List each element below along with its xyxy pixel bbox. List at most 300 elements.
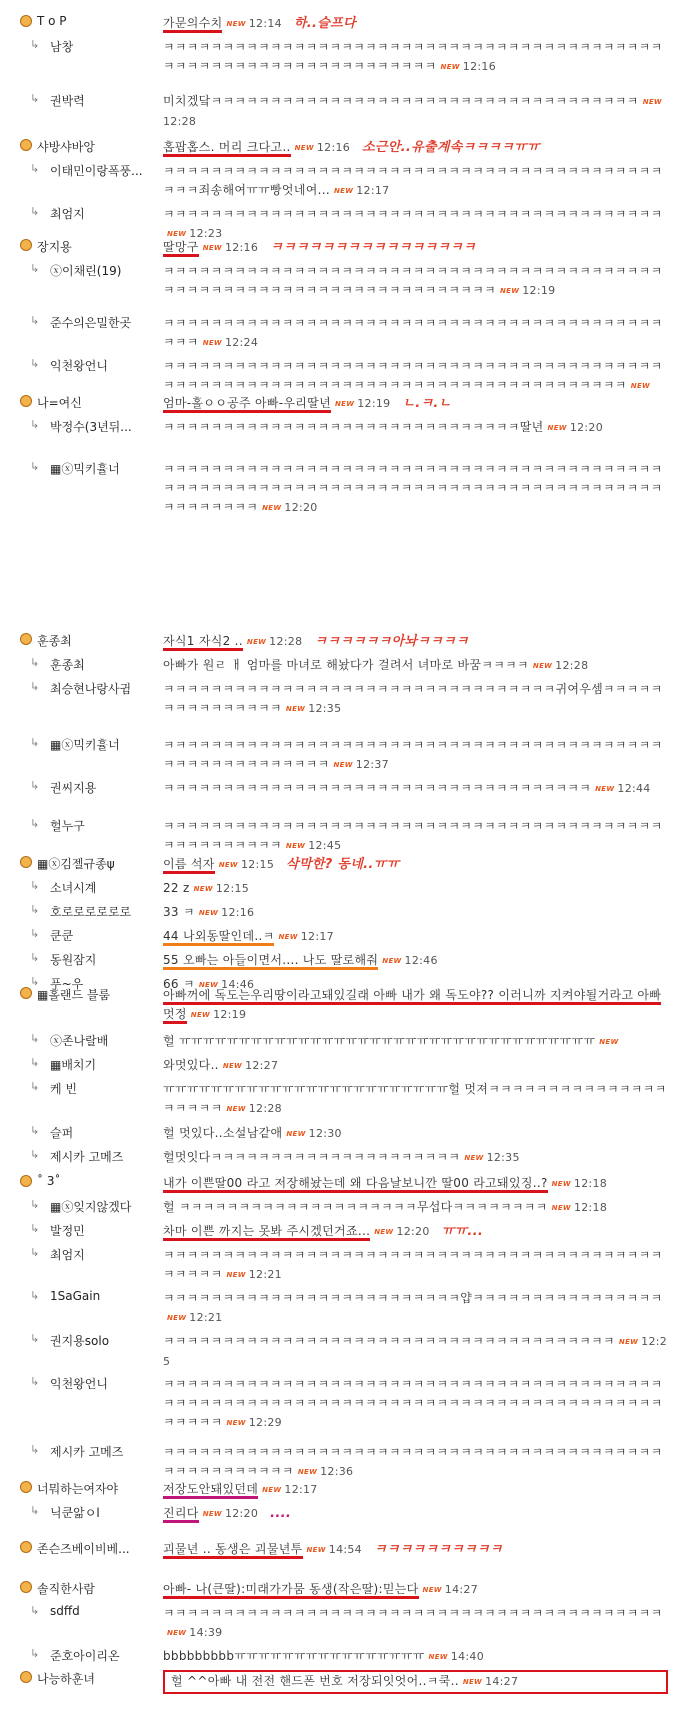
author-name[interactable]: ⓧ이채린(19) <box>50 264 122 278</box>
new-badge: NEW <box>198 909 219 917</box>
reply-arrow-icon: ↳ <box>30 1246 40 1259</box>
reply <box>8 815 668 858</box>
comment <box>8 1538 668 1562</box>
reply <box>8 1030 668 1054</box>
author-name[interactable]: 슬퍼 <box>50 1126 74 1140</box>
comment-author <box>8 14 163 28</box>
reply <box>8 654 668 678</box>
new-badge: NEW <box>226 1271 246 1279</box>
comment-time: 12:19 <box>522 284 556 297</box>
comment-text: 아빠- 나(큰딸):미래가가뭄 동생(작은딸):믿는다 <box>163 1582 419 1599</box>
reply <box>8 1122 668 1146</box>
reply-arrow-icon: ↳ <box>30 92 40 105</box>
comment-body <box>163 1289 668 1328</box>
author-name[interactable]: ▦ⓧ믹키휼너 <box>50 462 120 476</box>
comment-author <box>8 879 163 896</box>
author-name[interactable]: 최승현나랑사귐 <box>50 682 132 696</box>
comment-body <box>163 817 668 856</box>
new-badge: NEW <box>462 1678 483 1686</box>
reply-arrow-icon: ↳ <box>30 779 40 792</box>
author-name[interactable]: ▦ⓧ김젤규종ψ <box>37 857 115 871</box>
comment-body <box>163 1580 668 1600</box>
reply-arrow-icon: ↳ <box>30 1443 40 1456</box>
author-name[interactable]: 이태민이랑폭풍... <box>50 164 143 178</box>
author-name[interactable]: 존슨즈베이비베... <box>37 1542 130 1556</box>
new-badge: NEW <box>218 861 238 869</box>
comment-author <box>8 817 163 834</box>
comment-text: ㅋㅋㅋㅋㅋㅋㅋㅋㅋㅋㅋㅋㅋㅋㅋㅋㅋㅋㅋㅋㅋㅋㅋㅋㅋㅋㅋㅋㅋㅋㅋㅋㅋㅋㅋㅋㅋㅋ <box>163 1334 615 1348</box>
comment-author <box>8 1504 163 1521</box>
comment-thread <box>8 1478 668 1526</box>
reply-arrow-icon: ↳ <box>30 1056 40 1069</box>
comment-time: 12:20 <box>224 1507 259 1520</box>
reply <box>8 1373 668 1441</box>
comment-body <box>163 1148 668 1168</box>
reply <box>8 416 668 458</box>
new-badge: NEW <box>226 1105 246 1113</box>
user-avatar-icon <box>20 633 32 645</box>
handwritten-annotation: ㅋㅋㅋㅋㅋㅋㅋㅋㅋㅋ <box>373 1542 503 1557</box>
comment-text: ㅋㅋㅋㅋㅋㅋㅋㅋㅋㅋㅋㅋㅋㅋㅋㅋㅋㅋㅋㅋㅋㅋㅋㅋㅋㅋㅋㅋㅋㅋㅋㅋㅋㅋㅋㅋㅋㅋㅋㅋㅋㅋㅋㅋㅋ <box>163 316 663 349</box>
comment-text: 미치겠닼ㅋㅋㅋㅋㅋㅋㅋㅋㅋㅋㅋㅋㅋㅋㅋㅋㅋㅋㅋㅋㅋㅋㅋㅋㅋㅋㅋㅋㅋㅋㅋㅋㅋㅋㅋㅋ <box>163 94 639 108</box>
author-name[interactable]: 케 빈 <box>50 1082 77 1096</box>
comment-author <box>8 1080 163 1097</box>
comment-author <box>8 632 163 649</box>
author-name[interactable]: 권지용solo <box>50 1334 110 1348</box>
new-badge: NEW <box>642 98 662 106</box>
new-badge: NEW <box>599 1038 619 1046</box>
comment <box>8 1668 668 1696</box>
comment-text: 저장도안돼있던데 <box>163 1482 258 1499</box>
comment-author <box>8 1540 163 1557</box>
comment-author <box>8 855 163 872</box>
comment-text: ㅋㅋㅋㅋㅋㅋㅋㅋㅋㅋㅋㅋㅋㅋㅋㅋㅋㅋㅋㅋㅋㅋㅋㅋㅋㅋㅋㅋㅋㅋㅋㅋㅋㅋㅋㅋㅋㅋㅋㅋㅋㅋㅋㅋㅋㅋㅋㅋㅋㅋㅋㅋㅋㅋㅋㅋㅋㅋㅋㅋㅋㅋㅋㅋㅋㅋㅋㅋㅋㅋㅋㅋㅋㅋㅋㅋㅋㅋㅋㅋㅋㅋㅋㅋㅋㅋㅋㅋㅋ <box>163 1377 663 1429</box>
comment-body <box>163 656 668 676</box>
author-name[interactable]: 동원잠지 <box>50 953 97 967</box>
comment-body <box>163 632 668 652</box>
new-badge: NEW <box>297 1468 318 1476</box>
new-badge: NEW <box>198 981 219 989</box>
comment-author <box>8 92 163 109</box>
author-name[interactable]: ▦홀랜드 블룸 <box>37 988 111 1002</box>
author-name[interactable]: 익천왕언니 <box>50 359 108 373</box>
comment-author <box>8 205 163 222</box>
comment-thread <box>8 1668 668 1696</box>
comment-text: 헐 ㅋㅋㅋㅋㅋㅋㅋㅋㅋㅋㅋㅋㅋㅋㅋㅋㅋㅋㅋㅋ무섭다ㅋㅋㅋㅋㅋㅋㅋㅋ <box>163 1200 548 1214</box>
user-avatar-icon <box>20 1671 32 1683</box>
comment-text: 44 나외동딸인데..ㅋ <box>163 929 274 946</box>
new-badge: NEW <box>630 382 651 390</box>
comment-author <box>8 1647 163 1664</box>
comment-time: 12:16 <box>221 906 255 919</box>
author-name[interactable]: 박정수(3년뒤... <box>50 420 132 434</box>
comment-text: ㅋㅋㅋㅋㅋㅋㅋㅋㅋㅋㅋㅋㅋㅋㅋㅋㅋㅋㅋㅋㅋㅋㅋㅋㅋㅋㅋㅋㅋㅋㅋㅋㅋㅋㅋㅋㅋㅋㅋㅋㅋㅋㅋㅋㅋㅋㅋ <box>163 1248 663 1281</box>
reply <box>8 949 668 973</box>
comment-time: 12:20 <box>284 501 318 514</box>
author-name[interactable]: sdffd <box>50 1604 80 1618</box>
comment-author <box>8 951 163 968</box>
reply-arrow-icon: ↳ <box>30 975 40 988</box>
reply <box>8 1146 668 1170</box>
author-name[interactable]: 샤방샤바앙 <box>37 140 95 154</box>
comment-text: 33 ㅋ <box>163 905 195 919</box>
comment-time: 12:16 <box>462 60 496 73</box>
reply-arrow-icon: ↳ <box>30 1289 40 1302</box>
comment <box>8 1578 668 1602</box>
new-badge: NEW <box>532 662 553 670</box>
author-name[interactable]: 최엄지 <box>50 207 85 221</box>
comment-author <box>8 1480 163 1497</box>
new-badge: NEW <box>167 1629 187 1637</box>
comment-body <box>163 1375 668 1433</box>
comment <box>8 236 668 260</box>
reply-arrow-icon: ↳ <box>30 927 40 940</box>
comment <box>8 12 668 36</box>
author-name[interactable]: ˚ 3˚ <box>37 1174 61 1188</box>
comment-time: 14:40 <box>450 1650 484 1663</box>
author-name[interactable]: 제시카 고메즈 <box>50 1150 124 1164</box>
comment-body <box>163 951 668 971</box>
new-badge: NEW <box>167 230 187 238</box>
reply-arrow-icon: ↳ <box>30 162 40 175</box>
comment-body <box>163 879 668 899</box>
new-badge: NEW <box>286 1130 306 1138</box>
comment-author <box>8 779 163 796</box>
author-name[interactable]: 준수의은밀한곳 <box>50 316 132 330</box>
comment-body <box>163 1443 668 1482</box>
comment-time: 12:25 <box>163 1335 668 1368</box>
reply <box>8 777 668 815</box>
author-name[interactable]: 준호아이리온 <box>50 1649 120 1663</box>
comment <box>8 392 668 416</box>
author-name[interactable]: ▦배치기 <box>50 1058 97 1072</box>
comment-text: 헐 ㅠㅠㅠㅠㅠㅠㅠㅠㅠㅠㅠㅠㅠㅠㅠㅠㅠㅠㅠㅠㅠㅠㅠㅠㅠㅠㅠㅠㅠㅠㅠㅠㅠㅠㅠ <box>163 1034 596 1048</box>
reply-arrow-icon: ↳ <box>30 1198 40 1211</box>
comment-body <box>163 986 668 1025</box>
user-avatar-icon <box>20 856 32 868</box>
reply-arrow-icon: ↳ <box>30 418 40 431</box>
comment-author <box>8 394 163 411</box>
comment-body <box>163 1124 668 1144</box>
comment-text: ㅋㅋㅋㅋㅋㅋㅋㅋㅋㅋㅋㅋㅋㅋㅋㅋㅋㅋㅋㅋㅋㅋㅋㅋㅋㅋㅋㅋㅋㅋㅋㅋㅋㅋㅋㅋ <box>163 781 592 795</box>
new-badge: NEW <box>374 1228 394 1236</box>
reply-arrow-icon: ↳ <box>30 1124 40 1137</box>
comment-author <box>8 1604 163 1618</box>
user-avatar-icon <box>20 1175 32 1187</box>
comment-author <box>8 1332 163 1349</box>
comment-time: 12:17 <box>300 930 334 943</box>
reply-arrow-icon: ↳ <box>30 1222 40 1235</box>
comment-body <box>163 162 668 201</box>
reply-arrow-icon: ↳ <box>30 1604 40 1617</box>
comment-author <box>8 1289 163 1303</box>
comment-author <box>8 238 163 255</box>
reply-arrow-icon: ↳ <box>30 951 40 964</box>
comment-time: 12:28 <box>248 1102 282 1115</box>
author-name[interactable]: 권박력 <box>50 94 85 108</box>
comment-time: 14:39 <box>189 1626 223 1639</box>
reply-arrow-icon: ↳ <box>30 262 40 275</box>
comment-text: 55 오빠는 아들이면서.... 나도 딸로해줘 <box>163 953 378 970</box>
author-name[interactable]: T o P <box>37 14 67 28</box>
author-name[interactable]: 소녀시계 <box>50 881 97 895</box>
comment-text: 홉팝홉스. 머리 크다고.. <box>163 140 291 157</box>
reply-arrow-icon: ↳ <box>30 1080 40 1093</box>
comment-time: 12:21 <box>248 1268 282 1281</box>
reply-arrow-icon: ↳ <box>30 460 40 473</box>
comment-body <box>163 736 668 775</box>
author-name[interactable]: 1SaGain <box>50 1289 101 1303</box>
comment-time: 12:20 <box>569 421 604 434</box>
comment-author <box>8 1670 163 1687</box>
comment-text: ㅋㅋㅋㅋㅋㅋㅋㅋㅋㅋㅋㅋㅋㅋㅋㅋㅋㅋㅋㅋㅋㅋㅋㅋㅋㅋㅋㅋㅋㅋㅋㅋㅋㅋㅋㅋㅋㅋㅋㅋㅋㅋㅋㅋㅋㅋㅋㅋㅋㅋㅋㅋㅋㅋㅋㅋ <box>163 738 663 771</box>
comment-text: ㅋㅋㅋㅋㅋㅋㅋㅋㅋㅋㅋㅋㅋㅋㅋㅋㅋㅋㅋㅋㅋㅋㅋㅋㅋㅋㅋㅋㅋㅋㅋㅋㅋㅋㅋㅋㅋㅋㅋㅋㅋㅋ <box>163 1606 663 1620</box>
reply <box>8 1330 668 1373</box>
comment-text: ㅋㅋㅋㅋㅋㅋㅋㅋㅋㅋㅋㅋㅋㅋㅋㅋㅋㅋㅋㅋㅋㅋㅋㅋㅋㅋㅋㅋㅋㅋㅋㅋㅋㅋㅋㅋㅋㅋㅋㅋㅋㅋㅋㅋㅋㅋㅋㅋㅋㅋㅋㅋㅋㅋㅋㅋㅋㅋㅋㅋㅋㅋㅋㅋㅋㅋㅋㅋㅋㅋㅋㅋㅋㅋㅋㅋㅋㅋㅋㅋㅋ <box>163 359 663 392</box>
author-name[interactable]: 제시카 고메즈 <box>50 1445 124 1459</box>
comment-time: 12:24 <box>224 336 259 349</box>
author-name[interactable]: 발정민 <box>50 1224 85 1238</box>
comment-author <box>8 1198 163 1215</box>
comment-thread <box>8 984 668 1170</box>
new-badge: NEW <box>333 761 353 769</box>
user-avatar-icon <box>20 239 32 251</box>
new-badge: NEW <box>464 1154 484 1162</box>
new-badge: NEW <box>167 1314 187 1322</box>
reply-arrow-icon: ↳ <box>30 817 40 830</box>
author-name[interactable]: ▦ⓧ잊지않겠다 <box>50 1200 132 1214</box>
comment-time: 14:46 <box>221 978 255 991</box>
comment-time: 12:16 <box>224 241 259 254</box>
author-name[interactable]: 솔직한사람 <box>37 1582 95 1596</box>
comment-time: 12:21 <box>189 1311 223 1324</box>
comment-thread <box>8 1172 668 1484</box>
comment-author <box>8 1375 163 1392</box>
comment-time: 12:15 <box>215 882 250 895</box>
author-name[interactable]: 헐누구 <box>50 819 85 833</box>
handwritten-annotation: 하..슬프다 <box>293 16 356 31</box>
handwritten-annotation: 소근안..유출계속ㅋㅋㅋㅋㅠㅠ <box>362 140 540 155</box>
author-name[interactable]: ⓧ존나랄배 <box>50 1034 109 1048</box>
comment-thread <box>8 136 668 246</box>
reply <box>8 260 668 312</box>
comment-author <box>8 138 163 155</box>
new-badge: NEW <box>499 287 520 295</box>
comment-body <box>163 1080 668 1119</box>
comment-body <box>163 357 668 396</box>
author-name[interactable]: 훈종최 <box>50 658 85 672</box>
comment-time: 12:14 <box>248 17 282 30</box>
comment-text: ㅠㅠㅠㅠㅠㅠㅠㅠㅠㅠㅠㅠㅠㅠㅠㅠㅠㅠㅠㅠㅠㅠㅠㅠ헐 멋져ㅋㅋㅋㅋㅋㅋㅋㅋㅋㅋㅋㅋㅋㅋㅋㅋㅋㅋㅋㅋ <box>163 1082 667 1115</box>
author-name[interactable]: 호로로로로로로 <box>50 905 132 919</box>
reply <box>8 1244 668 1287</box>
comment-time: 12:18 <box>573 1201 608 1214</box>
comment-time: 14:54 <box>328 1543 362 1556</box>
comment-body <box>163 460 668 518</box>
author-name[interactable]: 권씨지용 <box>50 781 97 795</box>
comment-text: ㅋㅋㅋㅋㅋㅋㅋㅋㅋㅋㅋㅋㅋㅋㅋㅋㅋㅋㅋㅋㅋㅋㅋㅋㅋㅋㅋㅋㅋㅋㅋㅋㅋㅋㅋㅋㅋㅋㅋㅋㅋㅋㅋㅋㅋㅋㅋㅋㅋㅋㅋㅋㅋㅋㅋㅋㅋㅋㅋㅋㅋㅋㅋㅋㅋㅋㅋㅋㅋㅋㅋㅋㅋㅋㅋㅋㅋㅋㅋㅋㅋㅋㅋㅋㅋㅋㅋㅋㅋㅋㅋㅋ <box>163 462 663 514</box>
comment-author <box>8 460 163 477</box>
reply-arrow-icon: ↳ <box>30 1032 40 1045</box>
handwritten-annotation: ㅋㅋㅋㅋㅋㅋ아놔ㅋㅋㅋㅋ <box>314 634 469 649</box>
reply <box>8 1502 668 1526</box>
new-badge: NEW <box>202 1510 222 1518</box>
comment-author <box>8 1148 163 1165</box>
comment-text: 엄마-홀ㅇㅇ공주 아빠-우리딸년 <box>163 396 331 413</box>
new-badge: NEW <box>551 1180 571 1188</box>
comment-thread <box>8 236 668 398</box>
author-name[interactable]: ▦ⓧ믹키휼너 <box>50 738 120 752</box>
new-badge: NEW <box>246 638 267 646</box>
comment-body <box>163 1647 668 1667</box>
comment-text: 아빠가 원ㄹ ㅐ 엄마를 마녀로 해놨다가 걸려서 녀마로 바꿈ㅋㅋㅋㅋ <box>163 658 529 672</box>
user-avatar-icon <box>20 1581 32 1593</box>
comment-body <box>163 1604 668 1643</box>
comment-body <box>163 1032 668 1052</box>
handwritten-annotation: 삭막한? 동네..ㅠㅠ <box>286 857 400 872</box>
reply <box>8 1196 668 1220</box>
comment-thread <box>8 630 668 858</box>
comment-author <box>8 680 163 697</box>
new-badge: NEW <box>222 1062 243 1070</box>
reply <box>8 734 668 777</box>
comment-author <box>8 1032 163 1049</box>
comment-text: 내가 이쁜딸00 라고 저장해놨는데 왜 다음날보니깐 딸00 라고돼있징..? <box>163 1176 548 1193</box>
comment-thread <box>8 392 668 520</box>
comment-thread <box>8 853 668 997</box>
comment-text: 딸망구 <box>163 240 199 257</box>
comment-time: 12:44 <box>617 782 651 795</box>
reply <box>8 90 668 138</box>
comment-author <box>8 262 163 279</box>
comment-body <box>163 1504 668 1524</box>
comment-time: 12:46 <box>404 954 438 967</box>
comment-author <box>8 418 163 435</box>
comment-text: 진리다 <box>163 1506 199 1523</box>
comment-time: 12:28 <box>163 115 197 128</box>
reply-arrow-icon: ↳ <box>30 205 40 218</box>
reply-arrow-icon: ↳ <box>30 38 40 51</box>
new-badge: NEW <box>202 244 222 252</box>
comment-text: ㅋㅋㅋㅋㅋㅋㅋㅋㅋㅋㅋㅋㅋㅋㅋㅋㅋㅋㅋㅋㅋㅋㅋㅋㅋㅋㅋㅋㅋㅋㅋㅋㅋ귀여우셈ㅋㅋㅋㅋㅋㅋㅋㅋㅋㅋㅋㅋㅋㅋㅋ <box>163 682 663 715</box>
comment-author <box>8 927 163 944</box>
author-name[interactable]: 닉쿤앎ㅇl <box>50 1506 100 1520</box>
comment-body <box>163 14 668 34</box>
new-badge: NEW <box>440 63 460 71</box>
comment-time: 12:19 <box>213 1008 247 1021</box>
comment-author <box>8 1056 163 1073</box>
comment-author <box>8 656 163 673</box>
comment-author <box>8 357 163 374</box>
author-name[interactable]: 훈종최 <box>37 634 72 648</box>
reply-arrow-icon: ↳ <box>30 1375 40 1388</box>
comment-text: 와멋있다.. <box>163 1058 219 1072</box>
comment-thread <box>8 1538 668 1562</box>
comment-text: 가문의수치 <box>163 16 222 33</box>
reply-arrow-icon: ↳ <box>30 879 40 892</box>
comment-text: 이름 석자 <box>163 857 215 874</box>
comment-body <box>163 418 668 438</box>
comment-time: 14:27 <box>485 1675 519 1688</box>
comment <box>8 136 668 160</box>
author-name[interactable]: 쿤쿤 <box>50 929 74 943</box>
comment-author <box>8 1246 163 1263</box>
new-badge: NEW <box>551 1204 571 1212</box>
comment-time: 12:35 <box>308 702 342 715</box>
reply-arrow-icon: ↳ <box>30 736 40 749</box>
new-badge: NEW <box>428 1653 448 1661</box>
comment <box>8 630 668 654</box>
reply-arrow-icon: ↳ <box>30 314 40 327</box>
comment-body <box>163 927 668 947</box>
reply-arrow-icon: ↳ <box>30 1332 40 1345</box>
comment-body <box>163 394 668 414</box>
comment-time: 12:28 <box>555 659 589 672</box>
comment <box>8 853 668 877</box>
new-badge: NEW <box>190 1011 211 1019</box>
new-badge: NEW <box>382 957 402 965</box>
comment-body <box>163 262 668 301</box>
author-name[interactable]: 최엄지 <box>50 1248 85 1262</box>
user-avatar-icon <box>20 1481 32 1493</box>
comment-text: ㅋㅋㅋㅋㅋㅋㅋㅋㅋㅋㅋㅋㅋㅋㅋㅋㅋㅋㅋㅋㅋㅋㅋㅋㅋㅋㅋㅋㅋㅋㅋㅋㅋㅋㅋㅋㅋㅋㅋㅋㅋㅋㅋㅋㅋ죄송해여ㅠㅠ빵엇네여... <box>163 164 663 197</box>
comment-author <box>8 1443 163 1460</box>
reply-arrow-icon: ↳ <box>30 357 40 370</box>
comment-body <box>163 38 668 77</box>
comment-text: 66 ㅋ <box>163 977 195 991</box>
new-badge: NEW <box>226 20 246 28</box>
comment-time: 12:18 <box>573 1177 608 1190</box>
comment-time: 12:35 <box>486 1151 520 1164</box>
handwritten-annotation: ㅠㅠ... <box>441 1224 484 1239</box>
author-name[interactable]: 푸~우 <box>50 977 84 991</box>
author-name[interactable]: 너뭐하는여자야 <box>37 1482 119 1496</box>
reply-arrow-icon: ↳ <box>30 680 40 693</box>
new-badge: NEW <box>333 187 354 195</box>
comment-text: 헐 멋있다..소설남같애 <box>163 1126 283 1140</box>
comment-time: 12:17 <box>284 1483 318 1496</box>
new-badge: NEW <box>294 144 314 152</box>
comment-body <box>163 238 668 258</box>
comment-time: 12:37 <box>355 758 389 771</box>
user-avatar-icon <box>20 139 32 151</box>
author-name[interactable]: 나=여신 <box>37 396 82 410</box>
new-badge: NEW <box>306 1546 326 1554</box>
comment-author <box>8 314 163 331</box>
comment-time: 12:36 <box>320 1465 354 1478</box>
reply <box>8 925 668 949</box>
reply <box>8 1054 668 1078</box>
comment-author <box>8 736 163 753</box>
reply <box>8 1078 668 1122</box>
comment-time: 12:30 <box>308 1127 342 1140</box>
author-name[interactable]: 나능하훈녀 <box>37 1672 95 1686</box>
new-badge: NEW <box>595 785 615 793</box>
author-name[interactable]: 장지용 <box>37 240 72 254</box>
author-name[interactable]: 익천왕언니 <box>50 1377 108 1391</box>
author-name[interactable]: 남창 <box>50 40 74 54</box>
comment-time: 12:15 <box>240 858 275 871</box>
reply-arrow-icon: ↳ <box>30 1647 40 1660</box>
comment-body <box>163 1670 668 1694</box>
reply <box>8 458 668 520</box>
comment-text: 22 z <box>163 881 190 895</box>
comment-author <box>8 986 163 1003</box>
comment-body <box>163 855 668 875</box>
reply-arrow-icon: ↳ <box>30 1504 40 1517</box>
reply <box>8 312 668 355</box>
comment-text: 자식1 자식2 .. <box>163 634 243 651</box>
